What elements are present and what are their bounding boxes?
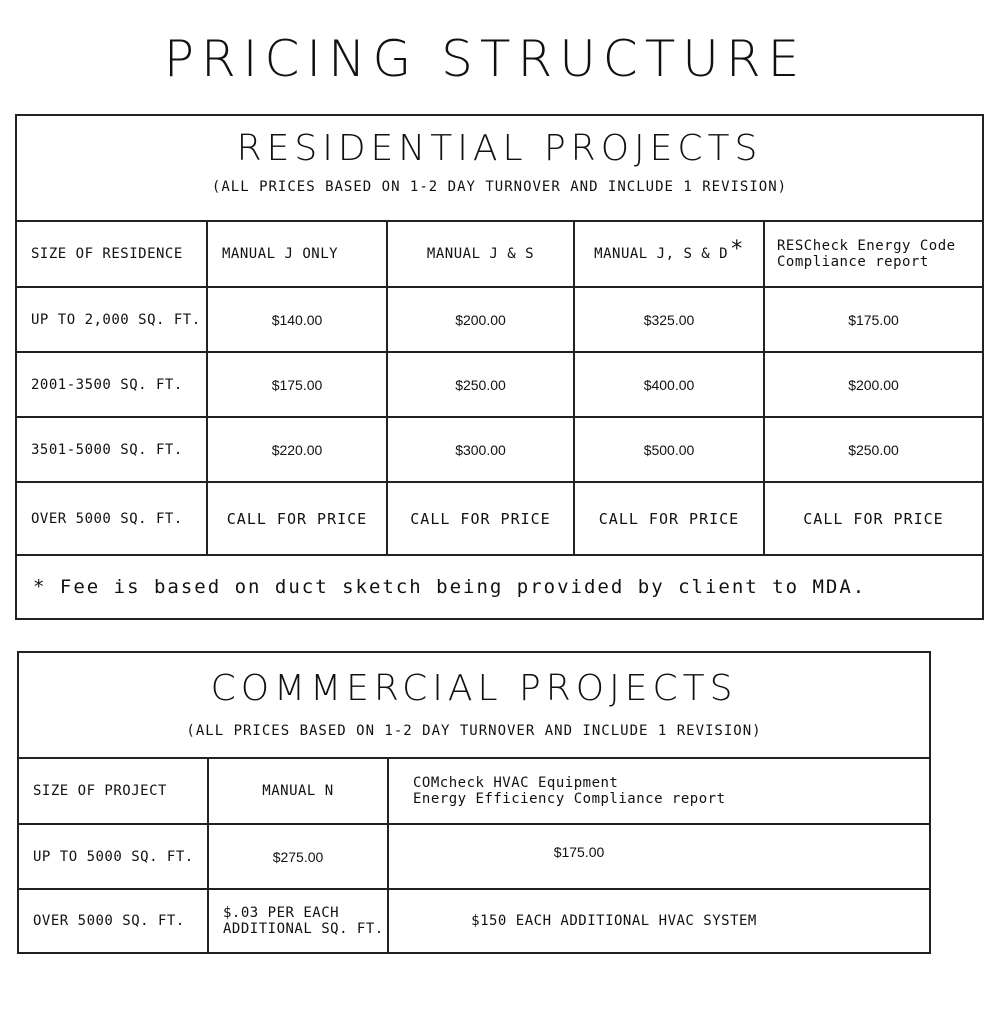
call-for-price: CALL FOR PRICE [598, 509, 740, 528]
header-comcheck-line2: Energy Efficiency Compliance report [413, 791, 726, 807]
residential-footnote: * Fee is based on duct sketch being provided by client to MDA. [33, 576, 867, 598]
price-cell: $250.00 [848, 441, 899, 458]
price-cell: $175.00 [271, 376, 323, 393]
row-size: UP TO 2,000 SQ. FT. [31, 311, 201, 328]
price-cell: $200.00 [455, 311, 506, 328]
price-cell: $400.00 [643, 376, 695, 393]
header-manual-j-only: MANUAL J ONLY [222, 246, 339, 262]
price-cell: $500.00 [643, 441, 695, 458]
per-sqft-rate [209, 890, 387, 952]
commercial-heading: COMMERCIAL PROJECTS [210, 668, 738, 709]
price-cell: $325.00 [643, 311, 695, 328]
header-size-of-project: SIZE OF PROJECT [33, 783, 167, 799]
price-cell: $140.00 [271, 311, 323, 328]
price-cell: $300.00 [455, 441, 506, 458]
residential-heading: RESIDENTIAL PROJECTS [236, 128, 763, 169]
call-for-price: CALL FOR PRICE [226, 509, 368, 528]
per-sqft-rate-line2: ADDITIONAL SQ. FT. [223, 921, 384, 937]
price-cell: $220.00 [271, 441, 323, 458]
price-cell: $175.00 [553, 843, 605, 860]
call-for-price: CALL FOR PRICE [410, 509, 551, 528]
price-cell: $275.00 [272, 848, 324, 865]
row-size: 3501-5000 SQ. FT. [31, 441, 183, 458]
price-cell: $175.00 [848, 311, 899, 328]
header-rescheck-line1: RESCheck Energy Code [777, 238, 956, 254]
per-sqft-rate-line1: $.03 PER EACH [223, 905, 340, 921]
header-manual-j-s-d-label: MANUAL J, S & D [594, 246, 729, 262]
call-for-price: CALL FOR PRICE [803, 509, 944, 528]
price-cell: $200.00 [848, 376, 899, 393]
page-title: PRICING STRUCTURE [163, 30, 807, 88]
commercial-subheading: (ALL PRICES BASED ON 1-2 DAY TURNOVER AND INCLUDE 1 REVISION) [186, 723, 762, 739]
row-size: UP TO 5000 SQ. FT. [33, 848, 194, 865]
row-size: OVER 5000 SQ. FT. [33, 913, 185, 929]
row-size: 2001-3500 SQ. FT. [31, 376, 183, 393]
header-comcheck-line1: COMcheck HVAC Equipment [413, 775, 619, 791]
residential-subheading: (ALL PRICES BASED ON 1-2 DAY TURNOVER AND INCLUDE 1 REVISION) [211, 179, 788, 195]
price-cell: $250.00 [455, 376, 506, 393]
header-manual-n: MANUAL N [262, 783, 334, 799]
header-rescheck-line2: Compliance report [777, 254, 929, 270]
header-manual-j-s: MANUAL J & S [426, 246, 535, 262]
asterisk-mark: * [730, 236, 744, 262]
row-size: OVER 5000 SQ. FT. [31, 510, 183, 527]
additional-hvac-price: $150 EACH ADDITIONAL HVAC SYSTEM [471, 913, 757, 929]
header-size-of-residence: SIZE OF RESIDENCE [31, 246, 183, 262]
header-comcheck [389, 759, 929, 823]
